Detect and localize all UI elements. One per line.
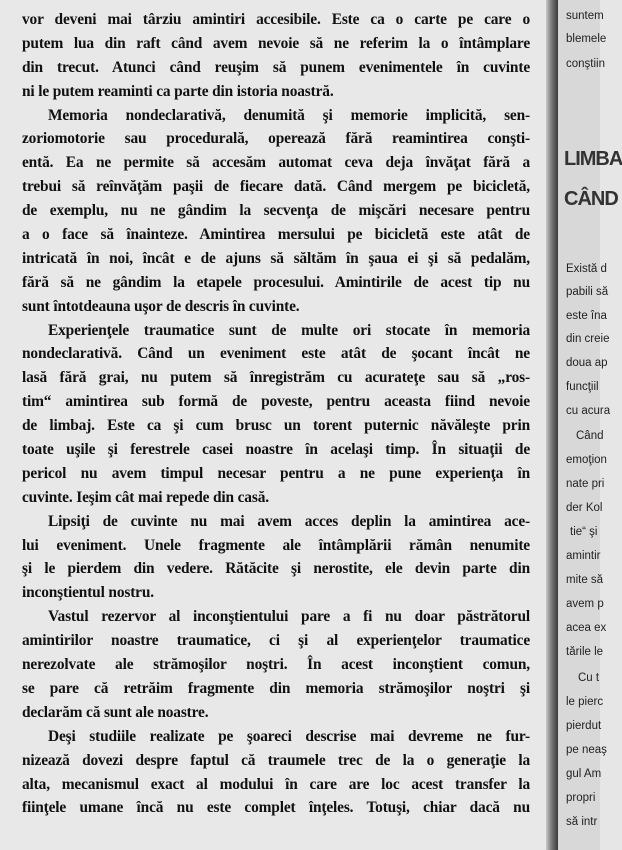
text-line: sunt întotdeauna uşor de descris în cuvinte. (22, 297, 300, 315)
right-page-text-fragment: din creie (566, 333, 610, 345)
right-page-text-fragment: gul Am (566, 768, 602, 780)
text-line: pericol nu avem timpul necesar pentru a ne pune experienţa în (22, 464, 530, 482)
right-page-text-fragment: amintir (566, 550, 601, 562)
text-line: intricată în noi, încât e de ajuns să săltăm în şaua ei şi să pedalăm, (22, 249, 530, 267)
text-line: nondeclarativă. Când un eveniment este atât de şocant încât ne (22, 345, 530, 363)
text-line: trebui să reînvăţăm paşii de fiecare dată. Când mergem pe bicicletă, (22, 178, 530, 196)
right-page-text-fragment: tările le (566, 646, 604, 658)
right-page-text-fragment: avem p (566, 598, 604, 610)
text-line: se pare că retrăim fragmente din memoria strămoşilor noştri şi (22, 679, 530, 697)
text-line: tim“ amintirea sub formă de poveste, pentru aceasta fiind nevoie (22, 393, 530, 411)
text-line: putem lua din raft când avem nevoie să ne referim la o întâmplare (22, 34, 530, 52)
right-page-text-fragment: mite să (566, 574, 604, 586)
text-line: nizează dovezi despre faptul că traumele trec de la o generaţie la (22, 751, 530, 769)
text-line: fiinţele umane încă nu este complet înţeles. Totuşi, chiar dacă nu (22, 799, 530, 817)
text-line: cuvinte. Ieşim cât mai repede din casă. (22, 488, 269, 506)
text-line: entă. Ea ne permite să accesăm automat ceva deja învăţat fără a (22, 154, 530, 172)
text-line: toate uşile şi ferestrele casei noastre în acelaşi timp. În situaţii de (22, 441, 530, 459)
text-line: Vastul rezervor al inconştientului pare a fi nu doar păstrătorul (48, 608, 530, 626)
text-line: lasă fără grai, nu putem să înregistrăm cu acurateţe sau să „ros- (22, 369, 530, 387)
text-line: Memoria nondeclarativă, denumită şi memorie implicită, sen- (48, 106, 530, 124)
right-page-text-fragment: le pierc (566, 696, 604, 708)
right-page-text-fragment: acea ex (566, 622, 607, 634)
right-page-text-fragment: pe neaş (566, 744, 607, 756)
right-page-text-fragment: nate pri (566, 478, 605, 490)
text-line: amintirilor noastre traumatice, ci şi al experienţelor traumatice (22, 632, 530, 650)
text-line: şi le pierdem din vedere. Rătăcite şi nerostite, ele devin parte din (22, 560, 530, 578)
text-line: fără să ne gândim la etapele procesului. Amintirile de acest tip nu (22, 273, 530, 291)
right-page-text-fragment: funcţiil (566, 381, 599, 393)
right-page-text-fragment: Cu t (578, 672, 600, 684)
right-page-text-fragment: să intr (566, 816, 598, 828)
text-line: ni le putem reaminti ca parte din istoria noastră. (22, 82, 334, 100)
right-book-page-edge (558, 0, 622, 850)
right-page-heading-fragment: CÂND (564, 188, 618, 210)
right-page-text-fragment: emoţion (566, 454, 607, 466)
right-page-text-fragment: pabili să (566, 286, 609, 298)
right-page-text-fragment: pierdut (566, 720, 602, 732)
text-line: vor deveni mai târziu amintiri accesibile. Este ca o carte pe care o (22, 11, 530, 28)
right-page-heading-fragment: LIMBA (564, 148, 622, 170)
right-page-text-fragment: doua ap (566, 357, 608, 369)
text-line: lui eveniment. Unele fragmente ale întâmplării rămân nenumite (22, 536, 530, 554)
text-line: Deşi studiile realizate pe şoareci descrise mai devreme ne fur- (48, 727, 530, 745)
right-page-text-fragment: tie“ şi (570, 526, 598, 538)
text-line: din trecut. Atunci când reuşim să punem evenimentele în cuvinte (22, 58, 530, 76)
text-line: inconştientul nostru. (22, 584, 154, 602)
right-page-text-fragment: propri (566, 792, 596, 804)
right-page-text-fragment: blemele (566, 33, 607, 45)
right-page-text-fragment: conştiin (566, 58, 605, 70)
body-text (22, 8, 530, 820)
right-page-text-fragment: Există d (566, 263, 607, 275)
text-line: Experienţele traumatice sunt de multe ori stocate în memoria (48, 321, 530, 339)
right-page-text-fragment: suntem (566, 10, 604, 22)
text-line: a o face să înainteze. Amintirea mersului pe bicicletă este atât de (22, 226, 530, 244)
book-gutter-shadow (546, 0, 558, 850)
text-line: zoriomotorie sau procedurală, operează fără reamintirea conşti- (22, 130, 530, 148)
text-line: nerezolvate ale strămoşilor noştri. În acest inconştient comun, (22, 656, 530, 674)
text-line: de limbaj. Este ca şi cum brusc un torent puternic năvăleşte prin (22, 417, 530, 435)
right-page-text-fragment: cu acura (566, 405, 611, 417)
text-line: de exemplu, nu ne gândim la secvenţa de mişcări necesare pentru (22, 202, 530, 220)
text-line: Lipsiţi de cuvinte nu mai avem acces deplin la amintirea ace- (48, 512, 530, 530)
right-page-text-fragment: der Kol (566, 502, 603, 514)
right-page-text-fragment: Când (576, 430, 604, 442)
right-page-text-fragment: este îna (566, 310, 607, 322)
text-line: declarăm că sunt ale noastre. (22, 703, 209, 721)
text-line: alta, mecanismul exact al modului în care are loc acest transfer la (22, 775, 530, 793)
